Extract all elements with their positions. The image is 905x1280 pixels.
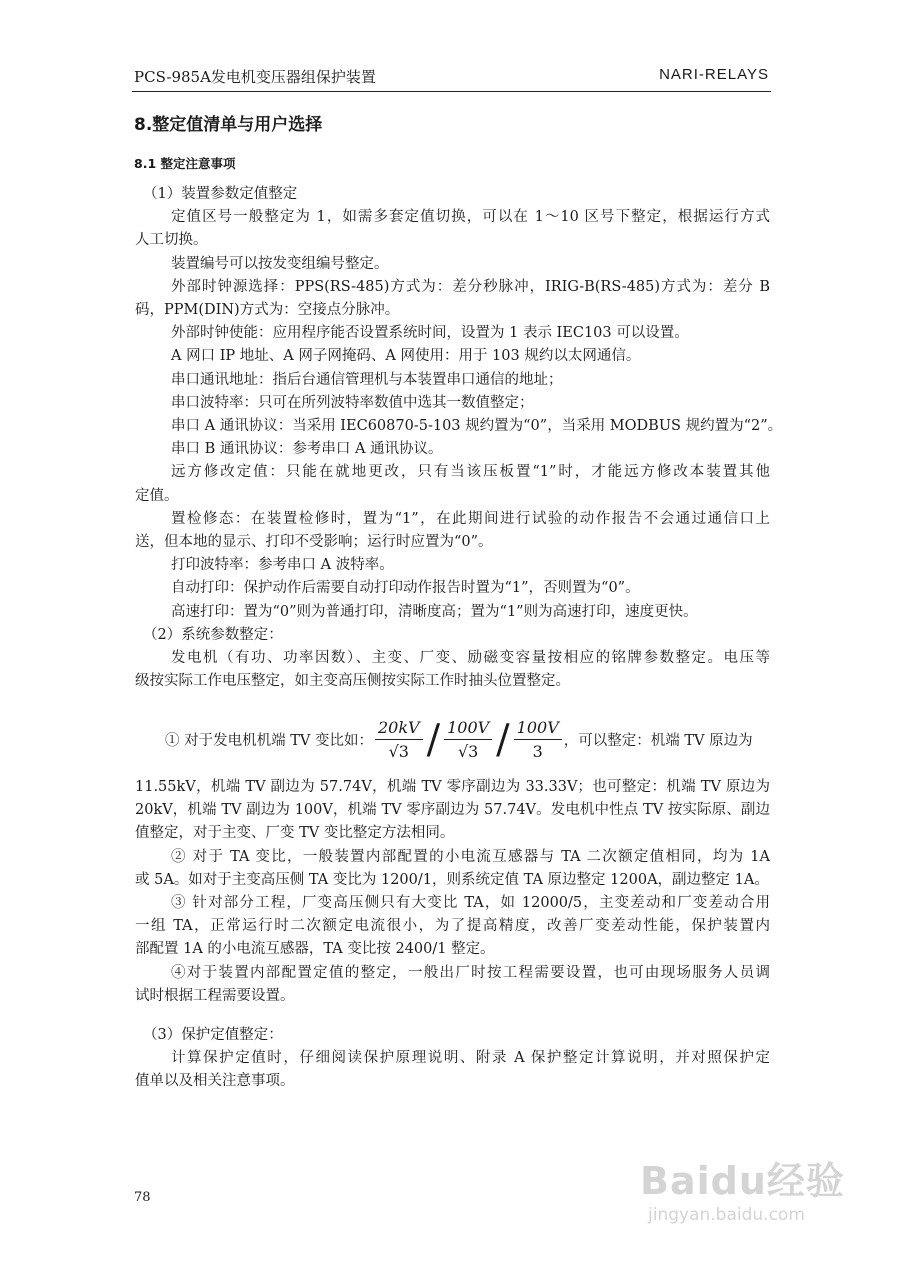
formula-lead: ① 对于发电机机端 TV 变比如： — [165, 733, 373, 749]
text-line: 值单以及相关注意事项。 — [135, 1073, 295, 1090]
fraction-1-denominator: √3 — [388, 742, 409, 761]
fraction-3 — [514, 718, 562, 761]
text-line: 发电机（有功、功率因数）、主变、厂变、励磁变容量按相应的铭牌参数整定。电压等 — [171, 650, 770, 666]
fraction-slash: / — [426, 716, 441, 763]
text-line: 值整定，对于主变、厂变 TV 变比整定方法相同。 — [135, 825, 455, 842]
header-rule — [132, 91, 771, 92]
section-title: 8.整定值清单与用户选择 — [134, 115, 323, 135]
text-line: 定值。 — [135, 487, 179, 504]
text-line: 串口波特率：只可在所列波特率数值中选其一数值整定； — [171, 394, 534, 411]
fraction-2-numerator: 100V — [444, 718, 492, 740]
text-line: 定值区号一般整定为 1，如需多套定值切换，可以在 1～10 区号下整定，根据运行方式 — [171, 209, 770, 226]
page-number: 78 — [134, 1190, 151, 1205]
text-line: 外部时钟使能：应用程序能否设置系统时间，设置为 1 表示 IEC103 可以设置。 — [171, 325, 689, 342]
fraction-1 — [375, 718, 423, 761]
watermark-url: jingyan.baidu.com — [648, 1205, 805, 1225]
text-line: 打印波特率：参考串口 A 波特率。 — [171, 557, 394, 574]
text-line: 置检修态：在装置检修时，置为“1”，在此期间进行试验的动作报告不会通过通信口上 — [171, 510, 770, 527]
text-line: 串口通讯地址：指后台通信管理机与本装置串口通信的地址； — [171, 371, 563, 388]
fraction-3-numerator: 100V — [514, 718, 562, 740]
text-line: 级按实际工作电压整定，如主变高压侧按实际工作时抽头位置整定。 — [135, 673, 570, 690]
fraction-3-denominator: 3 — [532, 742, 543, 761]
subsection-title: 8.1 整定注意事项 — [134, 156, 236, 171]
fraction-1-numerator: 20kV — [375, 718, 423, 740]
text-line: 20kV，机端 TV 副边为 100V，机端 TV 零序副边为 57.74V。发电机中性点 TV 按实际原、副边 — [135, 802, 770, 819]
watermark-logo: Baidu经验 — [640, 1159, 845, 1203]
text-line: 部配置 1A 的小电流互感器，TA 变比按 2400/1 整定。 — [135, 941, 495, 958]
text-line: 串口 A 通讯协议：当采用 IEC60870-5-103 规约置为“0”，当采用 MODBUS 规约置为“2”。 — [171, 418, 783, 434]
tv-ratio-formula — [165, 718, 753, 761]
text-line: 自动打印：保护动作后需要自动打印动作报告时置为“1”，否则置为“0”。 — [171, 580, 640, 597]
text-line: （2）系统参数整定： — [143, 626, 283, 643]
fraction-2-denominator: √3 — [457, 742, 479, 761]
text-line: 码，PPM(DIN)方式为：空接点分脉冲。 — [135, 302, 400, 318]
text-line: （3）保护定值整定： — [143, 1027, 283, 1043]
text-line: 远方修改定值：只能在就地更改，只有当该压板置“1”时，才能远方修改本装置其他 — [171, 464, 770, 481]
header-brand: NARI-RELAYS — [659, 66, 769, 83]
text-line: 一组 TA，正常运行时二次额定电流很小，为了提高精度，改善厂变差动性能，保护装置内 — [135, 918, 770, 935]
text-line: ④对于装置内部配置定值的整定，一般出厂时按工程需要设置，也可由现场服务人员调 — [171, 964, 770, 981]
watermark — [640, 1150, 845, 1225]
text-line: 外部时钟源选择：PPS(RS-485)方式为：差分秒脉冲，IRIG-B(RS-485)方式为：差分 B — [171, 278, 770, 295]
text-line: （1）装置参数定值整定 — [143, 186, 298, 202]
fraction-2 — [444, 718, 492, 761]
text-line: 或 5A。如对于主变高压侧 TA 变比为 1200/1，则系统定值 TA 原边整定 1200A，副边整定 1A。 — [135, 871, 769, 888]
header-title: PCS-985A发电机变压器组保护装置 — [134, 68, 376, 86]
fraction-slash: / — [496, 716, 510, 763]
text-line: A 网口 IP 地址、A 网子网掩码、A 网使用：用于 103 规约以太网通信。 — [171, 348, 641, 365]
text-line: 计算保护定值时，仔细阅读保护原理说明、附录 A 保护整定计算说明，并对照保护定 — [171, 1050, 770, 1067]
text-line: 试时根据工程需要设置。 — [135, 987, 295, 1004]
text-line: ② 对于 TA 变比，一般装置内部配置的小电流互感器与 TA 二次额定值相同，均为 1A — [171, 848, 770, 865]
text-line: 11.55kV，机端 TV 副边为 57.74V，机端 TV 零序副边为 33.33V；也可整定：机端 TV 原边为 — [135, 779, 770, 795]
text-line: 串口 B 通讯协议：参考串口 A 通讯协议。 — [171, 441, 443, 458]
formula-tail: ，可以整定：机端 TV 原边为 — [563, 733, 753, 749]
text-line: 人工切换。 — [135, 232, 208, 249]
text-line: 送，但本地的显示、打印不受影响；运行时应置为“0”。 — [135, 534, 493, 550]
text-line: ③ 针对部分工程，厂变高压侧只有大变比 TA，如 12000/5，主变差动和厂变差动合用 — [171, 895, 770, 911]
text-line: 装置编号可以按发变组编号整定。 — [171, 255, 389, 272]
text-line: 高速打印：置为“0”则为普通打印，清晰度高；置为“1”则为高速打印，速度更快。 — [171, 603, 698, 620]
